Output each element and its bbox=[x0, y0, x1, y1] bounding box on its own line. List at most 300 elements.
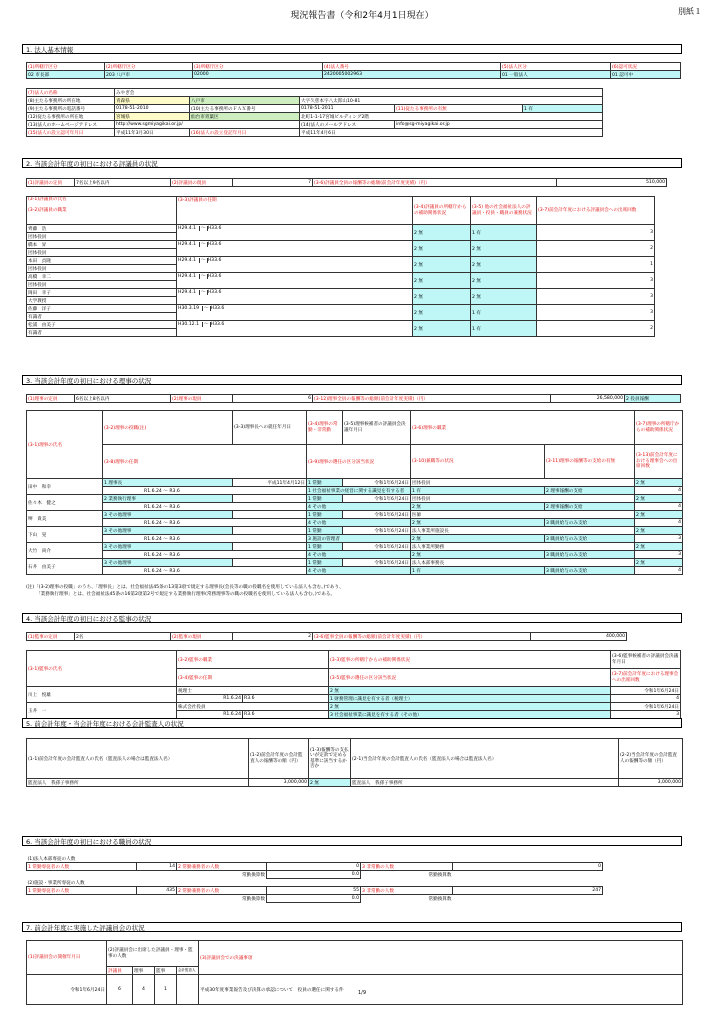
director-row bbox=[27, 543, 683, 551]
term-to: H33.6 bbox=[210, 306, 225, 311]
councilor-job: 有識者 bbox=[27, 329, 177, 337]
term-from: R1.6.24 bbox=[144, 488, 162, 494]
councilor-name: 高橋 幸二 bbox=[27, 273, 177, 281]
l-director-pay: (3-12)理事全員の報酬等の総額(前会計年度実績)（円） bbox=[313, 395, 551, 403]
h-att-auditor: 監事 bbox=[155, 967, 177, 975]
h-auditor-job: (3-2)監事の職業 bbox=[177, 651, 329, 669]
director-term bbox=[103, 503, 307, 511]
councilor-row bbox=[27, 305, 655, 313]
section-4-heading: 4. 当該会計年度の初日における監事の状況 bbox=[22, 613, 682, 623]
v-sub-office: 1 有 bbox=[523, 105, 603, 113]
director-attendance: 4 bbox=[635, 503, 683, 511]
auditor-job: 税理士 bbox=[177, 687, 329, 695]
director-term bbox=[103, 519, 307, 527]
councilor-dual: 2 無 bbox=[471, 289, 537, 305]
councilor-name: 橋本 昇 bbox=[27, 241, 177, 249]
v-corp-name: みやぎ会 bbox=[115, 89, 603, 97]
director-since bbox=[233, 559, 307, 567]
term-from: H29.4.1 bbox=[178, 290, 197, 295]
councilor-dual: 1 有 bbox=[471, 225, 537, 241]
councilor-capacity bbox=[26, 178, 667, 187]
v-hq-parttime: 0 bbox=[453, 863, 603, 871]
director-dual: 2 無 bbox=[411, 551, 545, 559]
h-meeting-date: (1)評議員会の開催年月日 bbox=[27, 941, 107, 975]
l-sub-office: (11)従たる事務所の有無 bbox=[395, 105, 523, 113]
director-kind: 4 その他 bbox=[307, 519, 411, 527]
h-auditor-att: (3-7)前会計年度における理事会への出席回数 bbox=[611, 669, 681, 687]
councilor-job: 団体役員 bbox=[27, 233, 177, 241]
director-job: 法人本部事務長 bbox=[411, 559, 635, 567]
l-registered: (16)法人の設立登記年月日 bbox=[190, 129, 300, 137]
director-name: 下山 晃 bbox=[27, 527, 103, 543]
director-row-2 bbox=[27, 551, 683, 559]
v-main-address: 大字久慈本字八太郎山10-81 bbox=[300, 97, 603, 105]
councilor-name: 本田 貞隆 bbox=[27, 257, 177, 265]
h-authority: (2)所轄庁区分 bbox=[105, 63, 193, 71]
director-since: 平成11年4月12日 bbox=[233, 479, 307, 487]
v-auditor-quota: 2名 bbox=[75, 633, 171, 641]
councilor-job: 団体役員 bbox=[27, 281, 177, 289]
h-director-rel: (3-7)理事の所轄庁からの補助関係状況 bbox=[635, 411, 683, 445]
h-councilor-dual: (3-5) 他の社会福祉法人の評議員・役員・職員の兼務状況 bbox=[471, 197, 537, 225]
term-sep: ～ bbox=[201, 274, 206, 279]
councilor-row bbox=[27, 257, 655, 265]
councilor-row bbox=[27, 241, 655, 249]
director-relation: 2 無 bbox=[635, 543, 683, 551]
director-role: 1 理事長 bbox=[103, 479, 233, 487]
director-resolution: 令和1年6月24日 bbox=[343, 559, 411, 567]
director-capacity bbox=[26, 394, 681, 403]
l-director-count: (2)理事の現員 bbox=[171, 395, 233, 403]
councilor-term bbox=[177, 305, 413, 321]
h-curr-fee: (2-2)当会計年度の会計監査人の報酬等の額（円） bbox=[619, 739, 683, 779]
term-sep: ～ bbox=[163, 568, 168, 574]
councilor-relation: 2 無 bbox=[413, 241, 471, 257]
h-auditor-name: (3-1)監事の氏名 bbox=[27, 651, 177, 687]
term-sep: ～ bbox=[201, 226, 206, 231]
councilor-name: 岡田 幸子 bbox=[27, 289, 177, 297]
councilor-row bbox=[27, 225, 655, 233]
v-tel: 0178-51-2010 bbox=[115, 105, 190, 113]
h-director-resolution: (3-5)理事候補者の評議員会決議年月日 bbox=[343, 411, 411, 445]
term-to: H33.6 bbox=[210, 322, 225, 327]
auditor-term-from: R1.6.24 bbox=[177, 695, 243, 703]
director-row bbox=[27, 559, 683, 567]
director-resolution: 令和1年6月24日 bbox=[343, 527, 411, 535]
v-fac-dual: 55 bbox=[267, 887, 361, 895]
auditor-attendance: 4 bbox=[611, 695, 681, 703]
term-from: R1.6.24 bbox=[144, 536, 162, 542]
h-corp-type: (5)法人区分 bbox=[501, 63, 611, 71]
director-pay: 3 職員給与のみ支給 bbox=[545, 567, 635, 575]
section-3-heading: 3. 当該会計年度の初日における理事の状況 bbox=[22, 375, 682, 385]
l-established: (15)法人の設立認可年月日 bbox=[27, 129, 115, 137]
councilor-job: 団体役員 bbox=[27, 249, 177, 257]
h-att-director: 理事 bbox=[133, 967, 155, 975]
h-councilor-name: (3-1)評議員の氏名 (3-2)評議員の職業 bbox=[27, 197, 177, 225]
l-email: (14)法人のメールアドレス bbox=[300, 121, 395, 129]
v-homepage[interactable]: http://www.sgmiyagikai.or.jp/ bbox=[115, 121, 300, 129]
director-role: 2 業務執行理事 bbox=[103, 495, 233, 503]
director-dual: 2 無 bbox=[411, 535, 545, 543]
v-email[interactable]: info@sg-miyagikai.or.jp bbox=[395, 121, 603, 129]
director-since bbox=[233, 543, 307, 551]
councilor-job: 大学教授 bbox=[27, 297, 177, 305]
section-6-heading: 6. 当該会計年度の初日における職員の状況 bbox=[22, 836, 682, 846]
councilor-relation: 2 無 bbox=[413, 321, 471, 337]
v-authority-code: 02000 bbox=[193, 71, 323, 79]
auditor-relation: 2 無 bbox=[329, 687, 611, 695]
director-resolution: 令和1年6月24日 bbox=[343, 495, 411, 503]
l-facility-staff: (2)施設・事業所専従の人数 bbox=[27, 880, 85, 886]
v-auditor-pay: 400,000 bbox=[531, 633, 627, 641]
v-corp-number: 2420005002963 bbox=[323, 71, 501, 79]
h-att-acc-auditor: 会計監査人 bbox=[177, 967, 199, 975]
v-sub-address: 北町1-1-17宮城ビルディング2階 bbox=[300, 113, 603, 121]
h-director-since: (3-3)理事長への就任年月日 bbox=[233, 411, 307, 445]
auditor-row bbox=[27, 703, 681, 711]
councilor-attendance: 3 bbox=[537, 273, 655, 289]
term-from: R1.6.24 bbox=[144, 504, 162, 510]
councilor-row bbox=[27, 273, 655, 281]
councilor-attendance: 3 bbox=[537, 289, 655, 305]
v-director-pay-kind: 2 役員報酬 bbox=[625, 395, 681, 403]
director-note-2: 「業務執行理事」とは、社会福祉法45条の16第2項第2号で規定する業務執行理事(常務理事等の職の役職名を使用している法人も含む。)である。 bbox=[36, 592, 336, 597]
v-att-auditor: 1 bbox=[155, 975, 177, 1005]
director-term bbox=[103, 487, 307, 495]
director-row-2 bbox=[27, 519, 683, 527]
v-att-councilor: 6 bbox=[107, 975, 133, 1005]
v-fac-fte: 0.0 bbox=[267, 895, 361, 903]
h-councilor-rel: (3-4)評議員の所轄庁からの補助関係状況 bbox=[413, 197, 471, 225]
term-to: H33.6 bbox=[207, 290, 222, 295]
councilor-row bbox=[27, 289, 655, 297]
director-fulltime: 1 常勤 bbox=[307, 511, 343, 519]
director-dual: 2 無 bbox=[411, 503, 545, 511]
term-from: H29.4.1 bbox=[178, 226, 197, 231]
l-fac-fulltime: 1 常勤専従者の人数 bbox=[27, 887, 137, 895]
h-director-role: (3-2)理事の役職(注) bbox=[103, 411, 233, 445]
l-homepage: (13)法人のホームページアドレス bbox=[27, 121, 115, 129]
director-relation: 2 無 bbox=[635, 559, 683, 567]
h-director-att: (3-13)前会計年度における理事会への出席回数 bbox=[635, 445, 683, 479]
v-registered: 平成11年4月6日 bbox=[300, 129, 603, 137]
h-att-councilor: 評議員 bbox=[107, 967, 133, 975]
director-row-2 bbox=[27, 567, 683, 575]
auditor-term-to: R3.6 bbox=[243, 711, 329, 719]
basic-info-detail bbox=[26, 88, 603, 137]
l-main-office: (8)主たる事務所の所在地 bbox=[27, 97, 115, 105]
director-pay: 2 理事報酬の支給 bbox=[545, 487, 635, 495]
director-since bbox=[233, 511, 307, 519]
councilor-dual: 1 有 bbox=[471, 305, 537, 321]
v-fax: 0178-51-2011 bbox=[300, 105, 395, 113]
director-term bbox=[103, 567, 307, 575]
director-resolution: 令和1年6月24日 bbox=[343, 543, 411, 551]
director-dual: 1 有 bbox=[411, 567, 545, 575]
v-fac-fulltime: 435 bbox=[137, 887, 177, 895]
h-auditor-resolution: (3-6)監事候補者の評議員会決議年月日 bbox=[611, 651, 681, 669]
councilor-dual: 2 無 bbox=[471, 257, 537, 273]
director-row-2 bbox=[27, 535, 683, 543]
h-director-term: (3-8)理事の任期 bbox=[103, 445, 307, 479]
director-role: 3 その他理事 bbox=[103, 559, 233, 567]
director-attendance: 4 bbox=[635, 487, 683, 495]
h-councilor-att: (3-7)前会計年度における評議員会への出席回数 bbox=[537, 197, 655, 225]
attachment-label: 別紙１ bbox=[678, 7, 702, 16]
h-auditor-kind: (3-5)監事の選任の区分該当状況 bbox=[329, 669, 611, 687]
director-job: 法人事業所勤務 bbox=[411, 543, 635, 551]
auditor-name: 玉井 一 bbox=[27, 703, 177, 719]
h-approval: (6)認可状況 bbox=[611, 63, 681, 71]
term-to: R3.6 bbox=[169, 552, 180, 558]
l-corp-name: (7)法人の名称 bbox=[27, 89, 115, 97]
term-to: H33.6 bbox=[207, 242, 222, 247]
term-sep: ～ bbox=[204, 306, 209, 311]
councilor-name: 松浦 由美子 bbox=[27, 321, 177, 329]
l-fax: (10)主たる事務所のＦＡＸ番号 bbox=[190, 105, 300, 113]
h-prev-fee: (1-2)前会計年度の会計監査人の報酬等の額（円） bbox=[249, 739, 309, 779]
director-table bbox=[26, 410, 683, 575]
auditor-attendance: 3 bbox=[611, 711, 681, 719]
h-councilor-term: (3-3)評議員の任期 bbox=[177, 197, 413, 225]
v-fac-parttime: 247 bbox=[453, 887, 603, 895]
h-director-job: (3-6)理事の職業 bbox=[411, 411, 635, 445]
term-sep: ～ bbox=[163, 488, 168, 494]
auditor-resolution: 令和1年6月24日 bbox=[611, 687, 681, 695]
councilor-term bbox=[177, 273, 413, 289]
director-kind: 4 その他 bbox=[307, 551, 411, 559]
director-fulltime: 1 常勤 bbox=[307, 559, 343, 567]
director-fulltime: 1 常勤 bbox=[307, 495, 343, 503]
v-main-pref: 青森県 bbox=[115, 97, 190, 105]
director-job: 団体役員 bbox=[411, 479, 635, 487]
l-hq-fulltime: 1 常勤専従者の人数 bbox=[27, 863, 137, 871]
director-job: 医師 bbox=[411, 511, 635, 519]
auditor-kind: 3 社会福祉事業に識見を有する者（その他） bbox=[329, 711, 611, 719]
auditor-table bbox=[26, 650, 681, 719]
auditor-relation: 2 無 bbox=[329, 703, 611, 711]
director-relation: 2 無 bbox=[635, 511, 683, 519]
director-name: 佐々木 健之 bbox=[27, 495, 103, 511]
term-to: H33.6 bbox=[207, 274, 222, 279]
director-resolution: 令和1年6月24日 bbox=[343, 479, 411, 487]
director-role: 3 その他理事 bbox=[103, 527, 233, 535]
councilor-term bbox=[177, 321, 413, 337]
l-auditor-pay: (3-6)監事全員の報酬等の総額(前会計年度実績)（円） bbox=[313, 633, 531, 641]
councilor-attendance: 2 bbox=[537, 321, 655, 337]
director-row bbox=[27, 511, 683, 519]
l-sub-address: (12)従たる事務所の所在地 bbox=[27, 113, 115, 121]
councilor-job: 団体役員 bbox=[27, 265, 177, 273]
h-auditor-term: (3-4)監事の任期 bbox=[177, 669, 329, 687]
director-name: 堺 貴美 bbox=[27, 511, 103, 527]
councilor-term bbox=[177, 225, 413, 241]
director-attendance: 3 bbox=[635, 551, 683, 559]
v-authority-type: 02 市長部 bbox=[27, 71, 105, 79]
director-name: 石井 由美子 bbox=[27, 559, 103, 575]
term-from: R1.6.24 bbox=[144, 568, 162, 574]
director-kind: 4 その他 bbox=[307, 567, 411, 575]
auditor-term-from: R1.6.24 bbox=[177, 711, 243, 719]
basic-info-codes bbox=[26, 62, 681, 79]
director-pay: 3 職員給与のみ支給 bbox=[545, 519, 635, 527]
l-hq-fte: 常勤換算数 bbox=[242, 872, 265, 878]
director-row bbox=[27, 479, 683, 487]
v-sub-pref: 宮城県 bbox=[115, 113, 190, 121]
v-hq-fte: 0.0 bbox=[267, 871, 361, 879]
term-from: H30.3.19 bbox=[178, 306, 199, 311]
term-sep: ～ bbox=[163, 552, 168, 558]
councilor-table bbox=[26, 196, 655, 337]
term-to: H33.6 bbox=[207, 226, 222, 231]
h-director-fulltime: (3-4)理事の常勤・非常勤 bbox=[307, 411, 343, 445]
director-attendance: 4 bbox=[635, 519, 683, 527]
director-fulltime: 1 常勤 bbox=[307, 527, 343, 535]
accounting-auditor-table bbox=[26, 738, 683, 787]
l-fac-parttime: 3 非常勤の人数 bbox=[361, 887, 453, 895]
director-kind: 4 その他 bbox=[307, 503, 411, 511]
h-curr-auditor: (2-1)当会計年度の会計監査人の氏名（監査法人の場合は監査法人名） bbox=[351, 739, 619, 779]
term-to: R3.6 bbox=[169, 568, 180, 574]
term-from: R1.6.24 bbox=[144, 552, 162, 558]
councilor-term bbox=[177, 257, 413, 273]
councilor-term bbox=[177, 289, 413, 305]
director-kind: 1 社会福祉事業の経営に関する識見を有する者 bbox=[307, 487, 411, 495]
director-term bbox=[103, 551, 307, 559]
auditor-resolution: 令和1年6月24日 bbox=[611, 703, 681, 711]
l-fac-dual: 2 常勤兼務者の人数 bbox=[177, 887, 267, 895]
councilor-relation: 2 無 bbox=[413, 257, 471, 273]
h-director-name: (3-1)理事の氏名 bbox=[27, 411, 103, 479]
v-director-count: 6 bbox=[233, 395, 313, 403]
page-title: 現況報告書（令和2年4月1日現在） bbox=[290, 11, 434, 21]
l-fac-fte: 常勤換算数 bbox=[242, 896, 265, 902]
h-director-dual: (3-10)兼職等の状況 bbox=[411, 445, 545, 479]
term-sep: ～ bbox=[204, 322, 209, 327]
councilor-name: 齊藤 浩 bbox=[27, 225, 177, 233]
v-fee-criteria: 2 無 bbox=[309, 779, 351, 787]
v-councilor-quota: 7名以上9名以内 bbox=[75, 179, 171, 187]
director-relation: 2 無 bbox=[635, 479, 683, 487]
v-att-director: 4 bbox=[133, 975, 155, 1005]
v-meeting-date: 令和1年6月24日 bbox=[27, 975, 107, 1005]
term-sep: ～ bbox=[163, 504, 168, 510]
director-fulltime: 1 常勤 bbox=[307, 479, 343, 487]
l-auditor-quota: (1)監事の定員 bbox=[27, 633, 75, 641]
v-hq-fulltime: 14 bbox=[137, 863, 177, 871]
h-director-paid: (3-11)理事の報酬等の支給の有無 bbox=[545, 445, 635, 479]
auditor-job: 株式会社役員 bbox=[177, 703, 329, 711]
director-term bbox=[103, 535, 307, 543]
councilor-attendance: 2 bbox=[537, 241, 655, 257]
term-sep: ～ bbox=[163, 536, 168, 542]
auditor-capacity bbox=[26, 632, 627, 641]
director-dual: 1 有 bbox=[411, 487, 545, 495]
director-role: 3 その他理事 bbox=[103, 511, 233, 519]
director-relation: 2 無 bbox=[635, 527, 683, 535]
h-auditor-rel: (3-3)監事の所轄庁からの補助関係状況 bbox=[329, 651, 611, 669]
l-hq-dual: 2 常勤兼務者の人数 bbox=[177, 863, 267, 871]
section-7-heading: 7. 前会計年度に実施した評議員会の状況 bbox=[22, 922, 682, 932]
auditor-row bbox=[27, 687, 681, 695]
h-prev-auditor: (1-1)前会計年度の会計監査人の氏名（監査法人の場合は監査法人名） bbox=[27, 739, 249, 779]
v-director-quota: 6名以上8名以内 bbox=[75, 395, 171, 403]
term-to: R3.6 bbox=[169, 536, 180, 542]
page-number: 1/9 bbox=[357, 990, 367, 996]
term-sep: ～ bbox=[201, 258, 206, 263]
director-role: 3 その他理事 bbox=[103, 543, 233, 551]
v-approval: 01 認可中 bbox=[611, 71, 681, 79]
director-note-1: (注)「(3-2)理事の役職」のうち、「理事長」とは、社会福祉法45条の13第3項で規定する理事長(会長等の職の役職名を使用している法人も含む。)であり、 bbox=[26, 585, 344, 590]
h-meeting-resolutions: (3)評議員会での決議事項 bbox=[199, 941, 683, 975]
v-corp-type: 01 一般法人 bbox=[501, 71, 611, 79]
term-sep: ～ bbox=[163, 520, 168, 526]
v-curr-fee: 3,000,000 bbox=[619, 779, 683, 787]
auditor-term-to: R3.6 bbox=[243, 695, 329, 703]
h-fee-criteria: (1-3)報酬等の支払いが定款で定める基準に該当するか否か bbox=[309, 739, 351, 779]
term-to: R3.6 bbox=[169, 504, 180, 510]
l-fac-fte-2: 常勤換算数 bbox=[428, 896, 452, 902]
h-director-kind: (3-9)理事の選任の区分該当状況 bbox=[307, 445, 411, 479]
v-meeting-resolutions: 平成30年度事業報告及び決算の承認について 役員の選任に関する件 bbox=[199, 975, 683, 1005]
term-sep: ～ bbox=[201, 242, 206, 247]
director-pay: 3 職員給与のみ支給 bbox=[545, 535, 635, 543]
term-from: R1.6.24 bbox=[144, 520, 162, 526]
v-prev-fee: 3,000,000 bbox=[249, 779, 309, 787]
director-row-2 bbox=[27, 503, 683, 511]
director-relation: 2 無 bbox=[635, 495, 683, 503]
councilor-relation: 2 無 bbox=[413, 273, 471, 289]
councilor-relation: 2 無 bbox=[413, 289, 471, 305]
l-hq-staff: (1)法人本部専従の人数 bbox=[27, 856, 76, 862]
councilor-relation: 2 無 bbox=[413, 305, 471, 321]
term-to: H33.6 bbox=[207, 258, 222, 263]
director-dual: 2 無 bbox=[411, 519, 545, 527]
v-councilor-count: 7 bbox=[233, 179, 313, 187]
v-main-city: 八戸市 bbox=[190, 97, 300, 105]
councilor-dual: 2 無 bbox=[471, 273, 537, 289]
term-sep: ～ bbox=[201, 290, 206, 295]
term-to: R3.6 bbox=[169, 488, 180, 494]
director-attendance: 4 bbox=[635, 567, 683, 575]
director-row bbox=[27, 527, 683, 535]
h-corp-number: (4)法人番号 bbox=[323, 63, 501, 71]
councilor-dual: 2 無 bbox=[471, 241, 537, 257]
v-hq-dual: 0 bbox=[267, 863, 361, 871]
councilor-row bbox=[27, 321, 655, 329]
director-job: 団体役員 bbox=[411, 495, 635, 503]
councilor-attendance: 1 bbox=[537, 257, 655, 273]
term-from: H29.4.1 bbox=[178, 258, 197, 263]
l-councilor-count: (2)評議員の現員 bbox=[171, 179, 233, 187]
v-sub-city: 仙台市青葉区 bbox=[190, 113, 300, 121]
l-director-quota: (1)理事の定員 bbox=[27, 395, 75, 403]
auditor-kind: 1 財務管理に識見を有する者（税理士） bbox=[329, 695, 611, 703]
councilor-name: 佐藤 洋子 bbox=[27, 305, 177, 313]
v-curr-auditor: 監査法人 我孫子事務所 bbox=[351, 779, 619, 787]
director-job: 法人事業所施設長 bbox=[411, 527, 635, 535]
v-established: 平成11年3月30日 bbox=[115, 129, 190, 137]
director-name: 大竹 尚介 bbox=[27, 543, 103, 559]
h-authority-type: (1)所轄庁区分 bbox=[27, 63, 105, 71]
v-councilor-pay: 510,000 bbox=[557, 179, 667, 187]
l-hq-fte-2: 常勤換算数 bbox=[428, 872, 452, 878]
director-row-2 bbox=[27, 487, 683, 495]
term-to: R3.6 bbox=[169, 520, 180, 526]
h-meeting-attendance: (2)評議員会に出席した評議員・理事・監事の人数 bbox=[107, 941, 199, 967]
councilor-job: 有識者 bbox=[27, 313, 177, 321]
